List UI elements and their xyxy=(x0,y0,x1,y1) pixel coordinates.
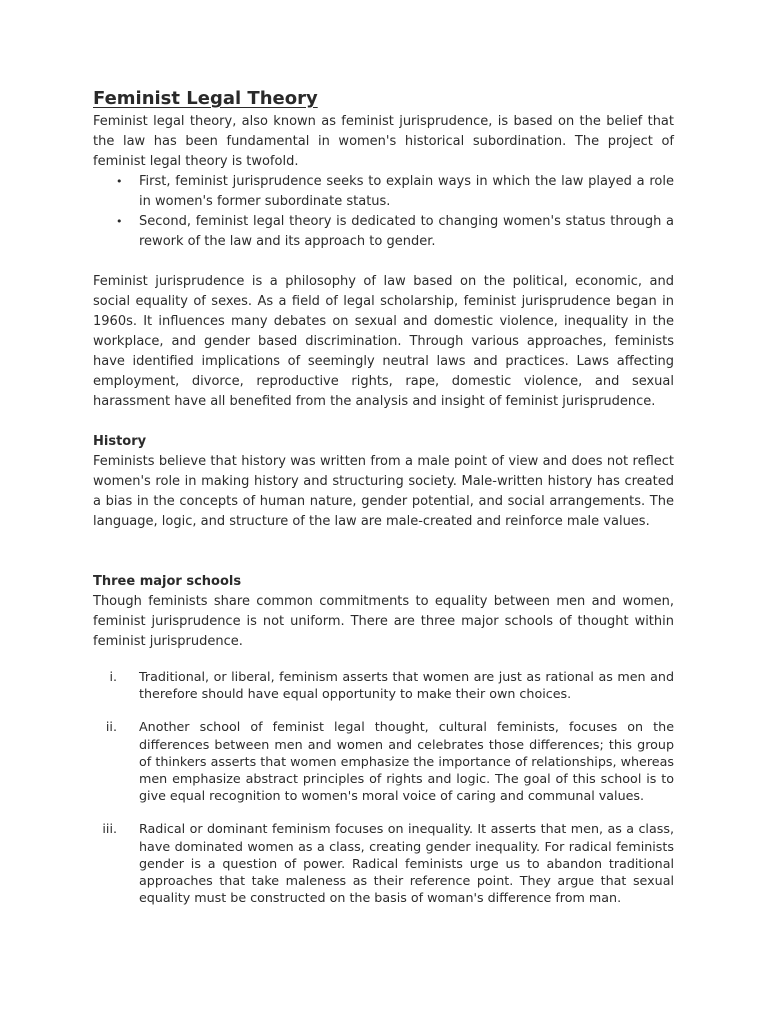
list-number: i. xyxy=(109,669,117,684)
bullet-icon: • xyxy=(116,215,123,228)
list-item xyxy=(93,172,674,212)
list-item-text: Traditional, or liberal, feminism asserts that women are just as rational as men and therefore should have equal opportunity to make their own choices. xyxy=(139,669,674,702)
bullet-icon: • xyxy=(116,175,123,188)
list-number: ii. xyxy=(105,719,117,735)
schools-heading: Three major schools xyxy=(93,574,242,589)
spacer xyxy=(93,252,674,272)
schools-list xyxy=(93,668,674,906)
list-item-text: Second, feminist legal theory is dedicated to changing women's status through a rework of the law and its approach to gender. xyxy=(139,214,674,249)
spacer xyxy=(93,552,674,572)
schools-paragraph: Though feminists share common commitments to equality between men and women, feminist jurisprudence is not uniform. There are three major schools of thought within feminist jurisprudence. xyxy=(93,594,674,649)
intro-paragraph: Feminist legal theory, also known as feminist jurisprudence, is based on the belief that the law has been fundamental in women's historical subordination. The project of feminist legal theory is twofold. xyxy=(93,114,674,169)
twofold-list xyxy=(93,172,674,252)
spacer xyxy=(93,804,674,820)
philosophy-paragraph: Feminist jurisprudence is a philosophy of law based on the political, economic, and social equality of sexes. As a field of legal scholarship, feminist jurisprudence began in 1960s. It influences many debates on sexual and domestic violence, inequality in the workplace, and gender based discrimination. Through various approaches, feminists have identified implications of seemingly neutral laws and practices. Laws affecting employment, divorce, reproductive rights, rape, domestic violence, and sexual harassment have all benefited from the analysis and insight of feminist jurisprudence. xyxy=(93,274,674,409)
document-title: Feminist Legal Theory xyxy=(93,88,318,109)
list-item-text: Radical or dominant feminism focuses on inequality. It asserts that men, as a class, have dominated women as a class, creating gender inequality. For radical feminists gender is a question of power. Radical feminists urge us to abandon traditional approaches that take maleness as their reference point. They argue that sexual equality must be constructed on the basis of woman's difference from man. xyxy=(139,821,674,906)
list-item xyxy=(93,668,674,702)
list-item-text: Another school of feminist legal thought, cultural feminists, focuses on the differences between men and women and celebrates those differences; this group of thinkers asserts that women emphasize the importance of relationships, whereas men emphasize abstract principles of rights and logic. The goal of this school is to give equal recognition to women's moral voice of caring and communal values. xyxy=(139,719,674,804)
spacer xyxy=(93,652,674,668)
list-item xyxy=(93,820,674,906)
list-item-text: First, feminist jurisprudence seeks to explain ways in which the law played a role in women's former subordinate status. xyxy=(139,174,674,209)
spacer xyxy=(93,702,674,718)
history-paragraph: Feminists believe that history was written from a male point of view and does not reflect women's role in making history and structuring society. Male-written history has created a bias in the concepts of human nature, gender potential, and social arrangements. The language, logic, and structure of the law are male-created and reinforce male values. xyxy=(93,454,674,529)
spacer xyxy=(93,532,674,552)
history-heading: History xyxy=(93,434,147,449)
document-body xyxy=(93,86,674,906)
list-number: iii. xyxy=(102,821,117,837)
list-item xyxy=(93,718,674,804)
list-item xyxy=(93,212,674,252)
spacer xyxy=(93,412,674,432)
